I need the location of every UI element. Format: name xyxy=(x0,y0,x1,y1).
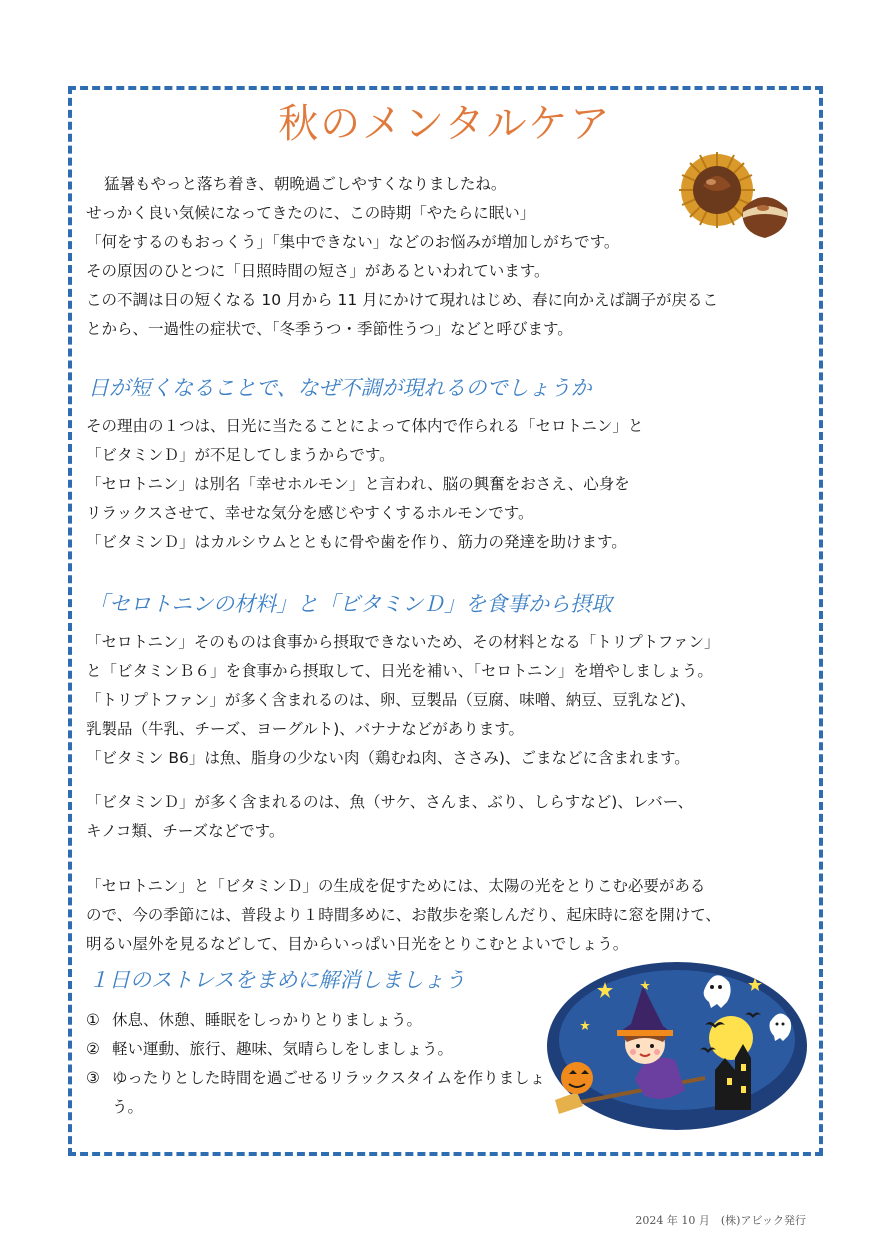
section-food-text xyxy=(86,628,811,773)
page-title: 秋のメンタルケア xyxy=(278,101,612,147)
list-item xyxy=(86,1006,546,1035)
section-heading-stress: １日のストレスをまめに解消しましょう xyxy=(88,968,466,992)
paragraph-line: ので、今の季節には、普段より１時間多めに、お散歩を楽しんだり、起床時に窓を開けて、 xyxy=(86,906,721,924)
list-number: ③ xyxy=(86,1069,100,1087)
stress-tips-list xyxy=(86,1006,546,1122)
list-item xyxy=(86,1035,546,1064)
intro-line: この不調は日の短くなる 10 月から 11 月にかけて現れはじめ、春に向かえば調子が戻るこ xyxy=(86,291,719,309)
paragraph-line: 「ビタミンＤ」が不足してしまうからです。 xyxy=(86,446,395,464)
intro-line: 「何をするのもおっくう」「集中できない」などのお悩みが増加しがちです。 xyxy=(86,233,620,251)
section-heading-food: 「セロトニンの材料」と「ビタミンＤ」を食事から摂取 xyxy=(88,592,613,616)
paragraph-line: リラックスさせて、幸せな気分を感じやすくするホルモンです。 xyxy=(86,504,534,522)
intro-line: とから、一過性の症状で、「冬季うつ・季節性うつ」などと呼びます。 xyxy=(86,320,573,338)
halloween-witch-icon xyxy=(545,960,810,1132)
section-vitamin-d-text xyxy=(86,788,811,846)
intro-line: その原因のひとつに「日照時間の短さ」があるといわれています。 xyxy=(86,262,550,280)
paragraph-line: 「ビタミン B6」は魚、脂身の少ない肉（鶏むね肉、ささみ)、ごまなどに含まれます。 xyxy=(86,749,690,767)
intro-line: 猛暑もやっと落ち着き、朝晩過ごしやすくなりましたね。 xyxy=(104,175,507,193)
paragraph-line: 「セロトニン」と「ビタミンＤ」の生成を促すためには、太陽の光をとりこむ必要がある xyxy=(86,877,706,895)
list-item-text: 軽い運動、旅行、趣味、気晴らしをしましょう。 xyxy=(112,1040,454,1058)
section-why-text xyxy=(86,412,811,557)
list-number: ① xyxy=(86,1011,100,1029)
section-sunlight-text xyxy=(86,872,811,959)
list-item xyxy=(86,1064,546,1122)
paragraph-line: 「セロトニン」そのものは食事から摂取できないため、その材料となる「トリプトファン」 xyxy=(86,633,720,651)
footer-publisher: 2024 年 10 月 (株)アビック発行 xyxy=(635,1214,806,1227)
intro-line: せっかく良い気候になってきたのに、この時期「やたらに眠い」 xyxy=(86,204,536,222)
paragraph-line: 乳製品（牛乳、チーズ、ヨーグルト)、バナナなどがあります。 xyxy=(86,720,525,738)
intro-text xyxy=(86,170,806,344)
paragraph-line: キノコ類、チーズなどです。 xyxy=(86,822,285,840)
paragraph-line: その理由の１つは、日光に当たることによって体内で作られる「セロトニン」と xyxy=(86,417,644,435)
paragraph-line: 明るい屋外を見るなどして、目からいっぱい日光をとりこむとよいでしょう。 xyxy=(86,935,629,953)
paragraph-line: 「トリプトファン」が多く含まれるのは、卵、豆製品（豆腐、味噌、納豆、豆乳など)、 xyxy=(86,691,696,709)
paragraph-line: 「ビタミンＤ」はカルシウムとともに骨や歯を作り、筋力の発達を助けます。 xyxy=(86,533,627,551)
paragraph-line: 「セロトニン」は別名「幸せホルモン」と言われ、脳の興奮をおさえ、心身を xyxy=(86,475,630,493)
paragraph-line: と「ビタミンＢ６」を食事から摂取して、日光を補い、「セロトニン」を増やしましょう。 xyxy=(86,662,713,680)
list-item-text: ゆったりとした時間を過ごせるリラックスタイムを作りましょう。 xyxy=(112,1069,546,1116)
paragraph-line: 「ビタミンＤ」が多く含まれるのは、魚（サケ、さんま、ぶり、しらすなど)、レバー、 xyxy=(86,793,694,811)
section-heading-why: 日が短くなることで、なぜ不調が現れるのでしょうか xyxy=(88,376,592,400)
list-number: ② xyxy=(86,1040,100,1058)
list-item-text: 休息、休憩、睡眠をしっかりとりましょう。 xyxy=(112,1011,423,1029)
